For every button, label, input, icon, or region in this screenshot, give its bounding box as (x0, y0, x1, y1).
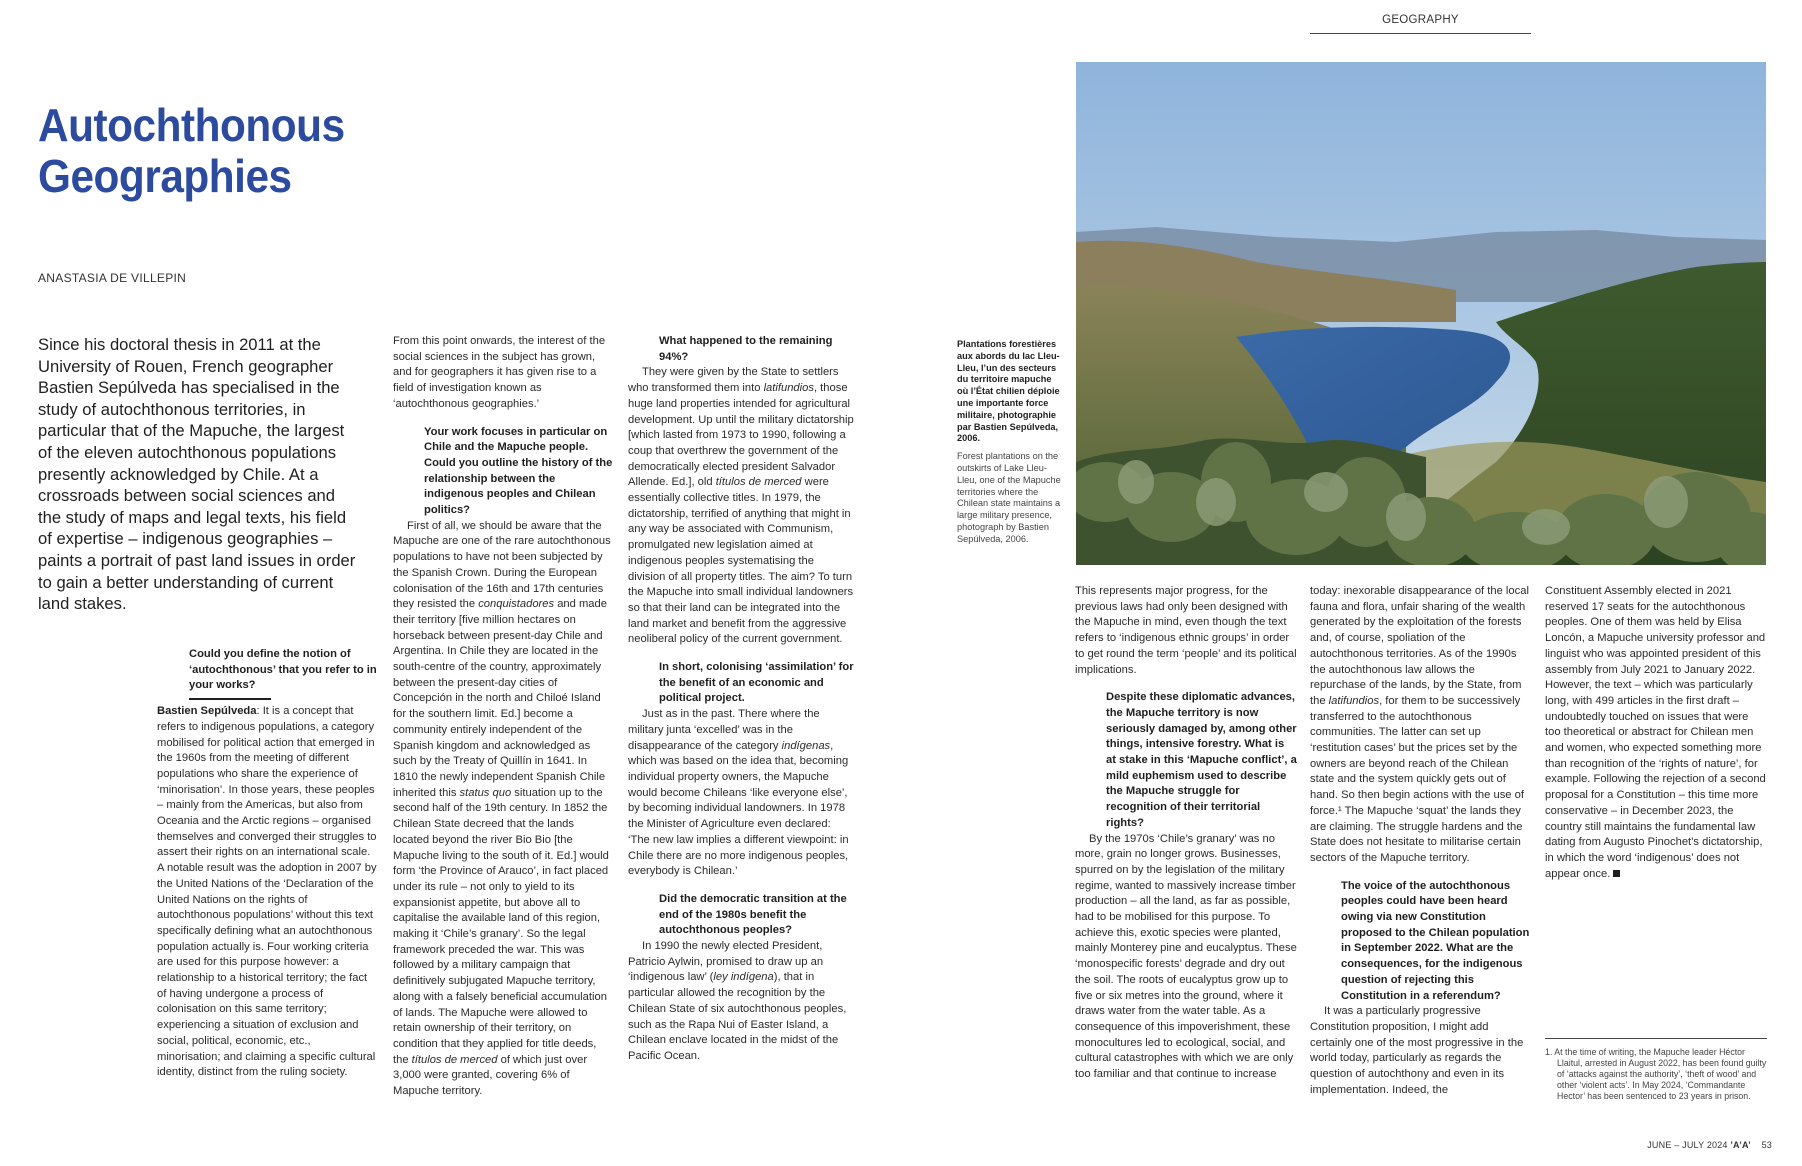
answer-1-text: : It is a concept that refers to indigenous populations, a category mobilised for political action that emerged in the 1960s from the meeting of different populations who share the experience of ‘minorisation’. In those years, these peoples – mainly from the Americas, but also from Oceania and the Arctic regions – organised themselves and converged their struggles to assert their rights on an international scale. A notable result was the adoption in 2007 by the United Nations of the ‘Declaration of the United Nations on the rights of autochthonous populations’ without this text specifically defining what an autochthonous population actually is. Four working criteria are used for this purpose however: a relationship to a historical territory; the fact of having undergone a process of colonisation on this same territory; experiencing a situation of exclusion and social, political, economic, etc., minorisation; and claiming a specific cultural identity, distinct from the ruling society. (157, 705, 377, 1079)
answer-4: Just as in the past. There where the military junta ‘excelled’ was in the disappearance of the category indígenas, which was based on the idea that, becoming individual property owners, the Mapuche would become Chileans ‘like everyone else’, by becoming individual landowners. In 1978 the Minister of Agriculture even declared: ‘The new law implies a different viewpoint: in Chile there are no more indigenous peoples, everybody is Chilean.’ (628, 708, 849, 878)
article-title (38, 100, 424, 202)
question-7: The voice of the autochthonous peoples could have been heard owing via new Constitution proposed to the Chilean population in September 2022. What are the consequences, for the indigenous question of rejecting this Constitution in a referendum? (1341, 879, 1530, 1002)
text-column-4 (1075, 584, 1297, 1083)
answer-2: First of all, we should be aware that the Mapuche are one of the rare autochthonous populations to have not been subjected by the Spanish Crown. During the European colonisation of the 16th and 17th centuries they resisted the conquistadores and made their territory [five million hectares on horseback between present-day Chile and Argentina. In Chile they are located in the south-centre of the country, approximately between the present-day cities of Concepción in the north and Chiloé Island for the southern limit. Ed.] become a community entirely independent of the Spanish kingdom and acknowledged as such by the Treaty of Quillín in 1641. In 1810 the newly independent Spanish Chile inherited this status quo situation up to the second half of the 19th century. In 1852 the Chilean State decreed that the lands located beyond the river Bio Bio [the Mapuche living to the south of it. Ed.] would form ‘the Province of Arauco’, in fact placed under its rule – not only to yield to its expansionist appetite, but above all to capitalise the available land of this region, making it ‘Chile’s granary’. So the legal framework preceded the war. This was followed by a military campaign that definitively subjugated Mapuche territory, along with a falsely beneficial accumulation of lands. The Mapuche were allowed to retain ownership of their territory, on condition that they applied for title deeds, the títulos de merced of which just over 3,000 were granted, covering 6% of Mapuche territory. (393, 519, 611, 1098)
photo-caption (957, 339, 1062, 546)
question-divider (189, 698, 271, 700)
question-6: Despite these diplomatic advances, the Mapuche territory is now seriously damaged by, among other things, intensive forestry. What is at stake in this ‘Mapuche conflict’, a mild euphemism used to describe the Mapuche struggle for recognition of their territorial rights? (1106, 691, 1297, 829)
answer-5: In 1990 the newly elected President, Patricio Aylwin, promised to draw up an ‘indigenous law’ (ley indígena), that in particular allowed the recognition by the Chilean State of six autochthonous peoples, such as the Rapa Nui of Easter Island, a Chilean enclave located in the midst of the Pacific Ocean. (628, 940, 847, 1062)
question-4: In short, colonising ‘assimilation’ for the benefit of an economic and political project. (659, 661, 854, 705)
title-line-1: Autochthonous (38, 99, 345, 151)
end-of-article-mark (1613, 870, 1620, 877)
question-1: Could you define the notion of ‘autochthonous’ that you refer to in your works? (189, 648, 377, 692)
caption-english: Forest plantations on the outskirts of Lake Lleu-Lleu, one of the Mapuche territories where the Chilean state maintains a large military presence, photograph by Bastien Sepúlveda, 2006. (957, 451, 1061, 544)
answer-7: It was a particularly progressive Constitution proposition, I might add certainly one of the most progressive in the world today, particularly as regards the question of autochthony and even in its implementation. Indeed, the (1310, 1005, 1524, 1096)
text-column-1 (157, 647, 377, 1081)
question-3: What happened to the remaining 94%? (659, 335, 833, 363)
paragraph: today: inexorable disappearance of the local fauna and flora, unfair sharing of the wealth generated by the exploitation of the forests and, of course, spoliation of the autochthonous territories. As of the 1990s the autochthonous law allows the repurchase of the lands, by the State, from the latifundios, for them to be successively transferred to the autochthonous communities. The latter can set up ‘restitution cases’ but the prices set by the owners are beyond reach of the Chilean state and the system quickly gets out of hand. So then begin actions with the use of force.¹ The Mapuche ‘squat’ the lands they are claiming. The struggle hardens and the State does not hesitate to militarise certain sectors of the Mapuche territory. (1310, 585, 1529, 864)
article-lede: Since his doctoral thesis in 2011 at the University of Rouen, French geographer Bastien Sepúlveda has specialised in the study of autochthonous territories, in particular that of the Mapuche, the largest of the eleven autochthonous populations presently acknowledged by Chile. At a crossroads between social sciences and the study of maps and legal texts, his field of expertise – indigenous geographies – paints a portrait of past land issues in order to gain a better understanding of current land stakes. (38, 335, 356, 614)
page-number: 53 (1761, 1140, 1772, 1150)
text-column-2 (393, 334, 613, 1100)
answer-3: They were given by the State to settlers who transformed them into latifundios, those huge land properties intended for agricultural development. Up until the military dictatorship [which lasted from 1973 to 1990, following a coup that overthrew the government of the democratically elected president Salvador Allende. Ed.], old títulos de merced were essentially collective titles. In 1979, the dictatorship, terrified of anything that might in any way be associated with Communism, promulgated new legislation aimed at indigenous peoples systematising the division of all property titles. The aim? To turn the Mapuche into small individual landowners so that their land can be integrated into the land market and benefit from the aggressive neoliberal policy of the current government. (628, 366, 854, 646)
issue-date: JUNE – JULY 2024 (1647, 1140, 1728, 1150)
text-column-5 (1310, 584, 1532, 1099)
answer-6: By the 1970s ‘Chile’s granary’ was no more, grain no longer grows. Businesses, spurred on by the legislation of the military regime, wanted to massively increase timber production – all the land, as far as possible, had to be mobilised for this purpose. To achieve this, exotic species were planted, mainly Monterey pine and eucalyptus. These ‘monospecific forests’ degrade and dry out the soil. The roots of eucalyptus grow up to five or six metres into the ground, where it draws water from the water table. As a consequence of this impoverishment, these monocultures led to ecological, social, and cultural catastrophes with which we are only too familiar and that continue to increase (1075, 832, 1297, 1081)
paragraph: From this point onwards, the interest of the social sciences in the subject has grown, and for geographers it has given rise to a field of investigation known as ‘autochthonous geographies.’ (393, 335, 606, 410)
question-2: Your work focuses in particular on Chile and the Mapuche people. Could you outline the history of the relationship between the indigenous peoples and Chilean politics? (424, 425, 613, 517)
text-column-6 (1545, 584, 1767, 882)
section-label: GEOGRAPHY (1310, 14, 1531, 34)
author-byline: ANASTASIA DE VILLEPIN (38, 271, 187, 285)
paragraph: Constituent Assembly elected in 2021 reserved 17 seats for the autochthonous peoples. One of them was held by Elisa Loncón, a Mapuche university professor and linguist who was appointed president of this assembly from July 2021 to January 2022. However, the text – which was particularly long, with 499 articles in the first draft – undoubtedly touched on issues that were too theoretical or abstract for Chilean men and women, who expected something more than recognition of the ‘rights of nature’, for example. Following the rejection of a second proposal for a Constitution – this time more conservative – in December 2023, the country still maintains the fundamental law dating from Augusto Pinochet’s dictatorship, in which the word ‘indigenous’ does not appear once. (1545, 585, 1766, 880)
title-line-2: Geographies (38, 150, 292, 202)
answer-1 (157, 704, 377, 1081)
text-column-3 (628, 334, 854, 1065)
footnote-1: 1. At the time of writing, the Mapuche leader Héctor Llaitul, arrested in August 2022, has been found guilty of ‘attacks against the authority’, ‘theft of wood’ and other ‘violent acts’. In May 2024, ‘Commandante Hector’ has been sentenced to 23 years in prison. (1545, 1047, 1767, 1101)
caption-french: Plantations forestières aux abords du lac Lleu-Lleu, l’un des secteurs du territoire mapuche où l’État chilien déploie une importante force militaire, photographie par Bastien Sepúlveda, 2006. (957, 339, 1060, 444)
footnote (1545, 1038, 1767, 1102)
question-5: Did the democratic transition at the end of the 1980s benefit the autochthonous peoples? (659, 892, 847, 937)
lake-landscape-photo (1076, 62, 1766, 565)
lake-landscape-illustration (1076, 62, 1766, 565)
magazine-name: ’A’A’ (1730, 1140, 1751, 1150)
speaker-name: Bastien Sepúlveda (157, 705, 257, 718)
page-folio (1647, 1140, 1772, 1150)
paragraph: This represents major progress, for the previous laws had only been designed with the Mapuche in mind, even though the text refers to ‘indigenous ethnic groups’ in order to get round the term ‘people’ and its political implications. (1075, 585, 1297, 676)
